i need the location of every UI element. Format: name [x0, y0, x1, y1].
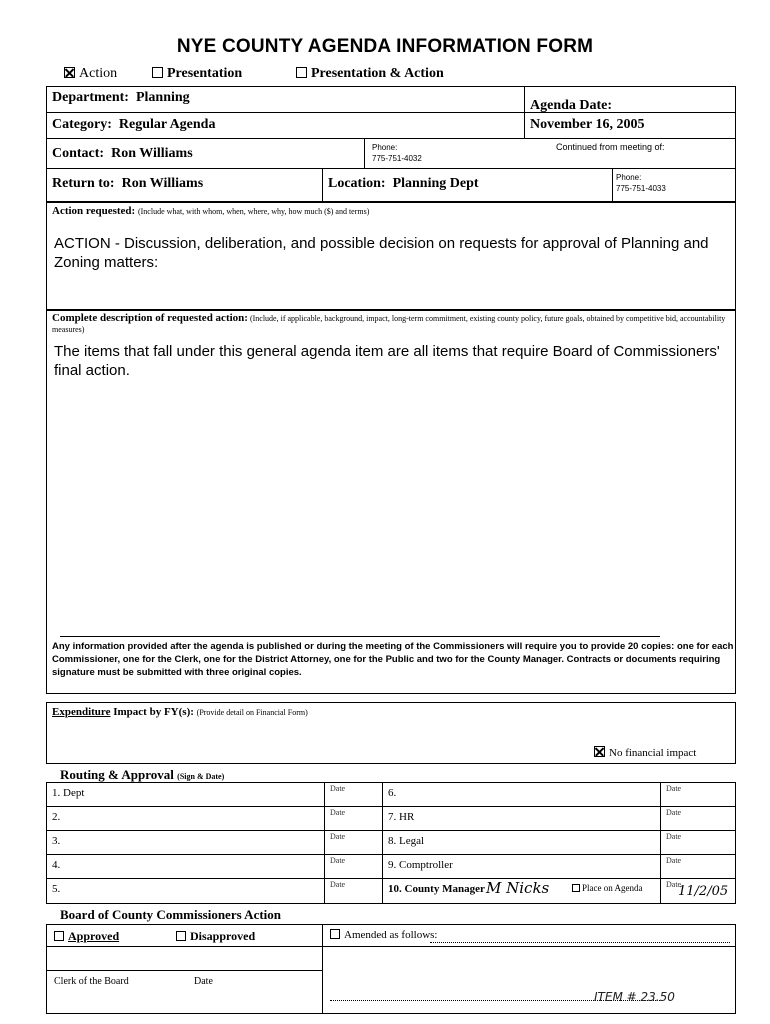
clerk-date-label: Date: [194, 976, 213, 987]
description-heading: [52, 313, 732, 335]
routing-hint: (Sign & Date): [177, 772, 225, 781]
divider: [46, 138, 736, 139]
agenda-date-label: Agenda Date:: [530, 98, 613, 113]
divider: [660, 782, 661, 904]
department-field: [52, 90, 190, 106]
no-financial-impact[interactable]: [594, 746, 696, 759]
department-label: Department:: [52, 90, 129, 105]
disapproved-label: Disapproved: [190, 929, 256, 943]
disapproved-option[interactable]: [176, 929, 255, 944]
divider: [324, 782, 325, 904]
routing-row-6: 6.: [388, 787, 397, 799]
routing-date-label: Date: [330, 880, 346, 889]
type-option-presentation[interactable]: [152, 66, 242, 82]
description-text: The items that fall under this general agenda item are all items that require Board of Commissioners' final action.: [54, 343, 720, 379]
description-hint: (Include, if applicable, background, impact, long-term commitment, existing county policy, future goals, obtained by competitive bid, accountability measures): [52, 314, 726, 334]
routing-row-1: 1. Dept: [52, 787, 85, 799]
presentation-checkbox-icon[interactable]: [152, 67, 163, 78]
presentation-action-label: Presentation & Action: [311, 66, 444, 81]
routing-row-2: 2.: [52, 811, 61, 823]
routing-row-3: 3.: [52, 835, 61, 847]
category-value: Regular Agenda: [118, 117, 216, 132]
contact-value: Ron Williams: [111, 146, 193, 161]
divider: [382, 782, 383, 904]
presentation-action-checkbox-icon[interactable]: [296, 67, 307, 78]
action-requested-heading: [52, 205, 369, 217]
location-field: [328, 176, 479, 192]
routing-date-label: Date: [330, 784, 346, 793]
divider: [46, 112, 736, 113]
approved-label: Approved: [68, 929, 120, 943]
form-title: NYE COUNTY AGENDA INFORMATION FORM: [176, 36, 594, 57]
amended-option[interactable]: [330, 929, 437, 941]
divider: [46, 168, 736, 169]
place-on-agenda-checkbox-icon[interactable]: [572, 884, 580, 892]
amended-line: [430, 942, 730, 943]
action-checkbox-icon[interactable]: [64, 67, 75, 78]
divider: [364, 138, 365, 168]
approved-option[interactable]: [54, 929, 119, 944]
routing-heading: [60, 767, 224, 783]
contact-phone-value: 775-751-4032: [372, 154, 422, 163]
type-option-presentation-action[interactable]: [296, 66, 444, 82]
routing-date-label: Date: [666, 784, 682, 793]
action-label: Action: [79, 66, 118, 81]
expenditure-hint: (Provide detail on Financial Form): [196, 708, 308, 717]
department-value: Planning: [135, 90, 190, 105]
approved-checkbox-icon[interactable]: [54, 931, 64, 941]
routing-date-label: Date: [666, 808, 682, 817]
presentation-label: Presentation: [167, 66, 243, 81]
notice-text: Any information provided after the agenda is published or during the meeting of the Commissioners will require you to provide 20 copies: one for each Commissioner, one for the Clerk, one for the District Attorney, one for the Public and two for the County Manager. Contracts or documents requiring signature must be submitted with three original copies.: [52, 641, 734, 678]
expenditure-label: Expenditure: [52, 706, 111, 718]
disapproved-checkbox-icon[interactable]: [176, 931, 186, 941]
location-phone-value: 775-751-4033: [616, 184, 666, 193]
amended-label: Amended as follows:: [344, 929, 438, 941]
divider: [322, 168, 323, 202]
continued-from-label: Continued from meeting of:: [556, 142, 665, 152]
clerk-label: Clerk of the Board: [54, 976, 129, 987]
divider: [46, 946, 736, 947]
routing-row-4: 4.: [52, 859, 61, 871]
contact-field: [52, 146, 193, 162]
routing-row-8: 8. Legal: [388, 835, 425, 847]
expenditure-label-2: Impact by FY(s):: [113, 706, 194, 718]
place-on-agenda-label: [572, 883, 642, 893]
divider: [524, 86, 525, 138]
divider: [322, 924, 323, 1014]
routing-date-label: Date: [666, 856, 682, 865]
routing-row-7: 7. HR: [388, 811, 415, 823]
manager-date: 11/2/05: [678, 884, 729, 899]
routing-date-label: Date: [330, 808, 346, 817]
routing-row-5: 5.: [52, 883, 61, 895]
no-financial-impact-checkbox-icon[interactable]: [594, 746, 605, 757]
location-phone: [616, 172, 666, 194]
divider: [46, 878, 736, 879]
return-to-field: [52, 176, 203, 192]
contact-label: Contact:: [52, 146, 105, 161]
divider: [46, 830, 736, 831]
place-on-agenda-text: Place on Agenda: [582, 883, 643, 893]
routing-row-10: 10. County Manager: [388, 883, 485, 895]
divider: [612, 168, 613, 202]
no-financial-impact-label: No financial impact: [609, 747, 697, 759]
category-field: [52, 117, 215, 133]
manager-signature: M Nicks: [486, 879, 550, 897]
agenda-date-value: November 16, 2005: [530, 117, 645, 132]
location-phone-label: Phone:: [616, 173, 642, 182]
contact-phone: [372, 142, 422, 164]
expenditure-heading: [52, 706, 308, 718]
location-value: Planning Dept: [392, 176, 479, 191]
action-requested-label: Action requested:: [52, 205, 136, 217]
divider: [46, 806, 736, 807]
amended-checkbox-icon[interactable]: [330, 929, 340, 939]
location-label: Location:: [328, 176, 386, 191]
type-option-action[interactable]: [64, 66, 117, 82]
board-heading: Board of County Commissioners Action: [60, 907, 282, 922]
item-stamp: ITEM # 23.50: [594, 990, 675, 1004]
divider: [46, 970, 322, 971]
description-label: Complete description of requested action:: [52, 312, 248, 324]
action-requested-text: ACTION - Discussion, deliberation, and possible decision on requests for approval of Planning and Zoning matters:: [54, 235, 709, 271]
action-requested-hint: (Include what, with whom, when, where, why, how much ($) and terms): [137, 207, 370, 216]
routing-date-label: Date: [330, 856, 346, 865]
routing-date-label: Date: [666, 832, 682, 841]
divider: [46, 854, 736, 855]
notice-divider: [60, 636, 660, 637]
routing-date-label: Date: [666, 880, 682, 889]
contact-phone-label: Phone:: [372, 143, 398, 152]
return-to-value: Ron Williams: [121, 176, 204, 191]
routing-label: Routing & Approval: [60, 767, 174, 782]
category-label: Category:: [52, 117, 112, 132]
return-to-label: Return to:: [52, 176, 115, 191]
routing-date-label: Date: [330, 832, 346, 841]
routing-row-9: 9. Comptroller: [388, 859, 453, 871]
